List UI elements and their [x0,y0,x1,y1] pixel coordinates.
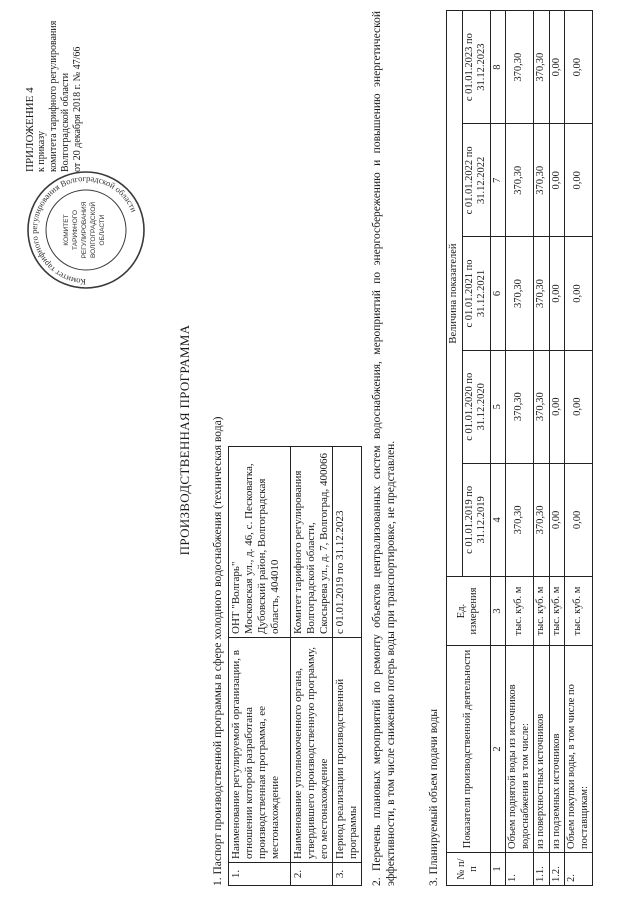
row-value [333,447,362,638]
col-header-num: № п/п [447,853,491,886]
section3-heading: 3. Планируемый объем подачи воды [428,708,440,886]
col-header-period: с 01.01.2022 по 31.12.2022 [462,124,490,237]
value-line: Дубовский район, Волгоградская область, 404010 [256,478,281,634]
row-number: 1.1. [534,853,550,886]
row-value: 0,00 [549,124,565,237]
row-value: 0,00 [549,11,565,124]
row-value: 370,30 [506,350,534,463]
col-number: 2 [490,646,506,853]
row-name: из поверхностных источников [534,646,550,853]
col-number: 7 [490,124,506,237]
col-number-row [490,11,506,886]
row-value: 370,30 [534,350,550,463]
water-volume-table [446,10,593,886]
row-name: Объем покупки воды, в том числе по поставщикам: [565,646,593,853]
row-number: 1.2. [549,853,565,886]
appendix-label: ПРИЛОЖЕНИЕ 4 [24,87,36,172]
col-header-unit: Ед. измерения [447,577,491,646]
header-row [447,11,463,886]
value-line: ОНТ "Волгарь" [230,561,242,634]
table-row [549,11,565,886]
row-value: 0,00 [549,463,565,576]
svg-text:ВОЛГОГРАДСКОЙ: ВОЛГОГРАДСКОЙ [90,201,97,259]
order-line-3: Волгоградской области [60,72,71,172]
order-line-2: комитета тарифного регулирования [48,20,59,172]
row-number: 1. [506,853,534,886]
row-value: 370,30 [534,463,550,576]
table-row [291,447,333,886]
row-number: 2. [291,863,333,886]
value-line: Московская ул., д. 46, с. Песковатка, [243,463,255,634]
row-value [291,447,333,638]
value-line: Скосырева ул., д. 7, Волгоград, 400066 [318,453,330,634]
row-label: Наименование уполномоченного органа, утвердившего производственную программу, его местонахождение [291,638,333,863]
section1-heading: 1. Паспорт производственной программы в сфере холодного водоснабжения (техническая вода) [212,416,224,886]
row-name: из подземных источников [549,646,565,853]
table-row [333,447,362,886]
rotated-content [18,0,618,890]
col-number: 1 [490,853,506,886]
row-value: 0,00 [565,124,593,237]
col-header-indicator: Показатели производственной деятельности [447,646,491,853]
col-header-period: с 01.01.2021 по 31.12.2021 [462,237,490,350]
value-line: с 01.01.2019 по 31.12.2023 [334,510,346,634]
col-header-group: Величина показателей [447,11,463,577]
row-value [229,447,291,638]
col-header-period: с 01.01.2019 по 31.12.2019 [462,463,490,576]
row-number: 2. [565,853,593,886]
row-value: 0,00 [565,350,593,463]
col-number: 4 [490,463,506,576]
col-number: 3 [490,577,506,646]
col-header-period: с 01.01.2023 по 31.12.2023 [462,11,490,124]
row-value: 370,30 [506,11,534,124]
col-number: 6 [490,237,506,350]
row-label: Наименование регулируемой организации, в отношении которой разработана производственная программа, ее местонахождение [229,638,291,863]
svg-text:РЕГУЛИРОВАНИЯ: РЕГУЛИРОВАНИЯ [81,201,88,259]
col-number: 5 [490,350,506,463]
row-value: 370,30 [506,237,534,350]
svg-text:Комитет тарифного регулировани: Комитет тарифного регулирования Волгоградской области [28,172,140,288]
row-value: 370,30 [534,11,550,124]
table-row [534,11,550,886]
row-value: 370,30 [534,124,550,237]
row-value: 0,00 [565,11,593,124]
row-label: Период реализации производственной программы [333,638,362,863]
row-value: 0,00 [565,463,593,576]
row-unit: тыс. куб. м [534,577,550,646]
row-name: Объем поднятой воды из источников водоснабжения в том числе: [506,646,534,853]
page-title: ПРОИЗВОДСТВЕННАЯ ПРОГРАММА [177,324,192,556]
table-row [506,11,534,886]
row-number: 1. [229,863,291,886]
row-value: 0,00 [549,237,565,350]
row-value: 0,00 [565,237,593,350]
svg-text:ТАРИФНОГО: ТАРИФНОГО [72,210,79,250]
table-row [229,447,291,886]
passport-table [228,446,362,886]
appendix-header [24,0,84,172]
row-value: 370,30 [534,237,550,350]
order-line-1: к приказу [36,131,47,172]
row-value: 0,00 [549,350,565,463]
row-value: 370,30 [506,463,534,576]
svg-text:ОБЛАСТИ: ОБЛАСТИ [99,214,106,246]
row-number: 3. [333,863,362,886]
value-line: Комитет тарифного регулирования Волгоградской области, [292,470,317,634]
row-unit: тыс. куб. м [565,577,593,646]
order-line-4: от 20 декабря 2018 г. № 47/66 [72,46,83,172]
row-unit: тыс. куб. м [549,577,565,646]
official-stamp [24,168,148,292]
table-row [565,11,593,886]
col-header-period: с 01.01.2020 по 31.12.2020 [462,350,490,463]
stamp-seal-icon [24,168,148,292]
row-unit: тыс. куб. м [506,577,534,646]
svg-text:КОМИТЕТ: КОМИТЕТ [63,214,70,246]
col-number: 8 [490,11,506,124]
section2-text: 2. Перечень плановых мероприятий по ремонту объектов централизованных систем водоснабжения, мероприятий по энергосбережению и повышению энергетической эффективности, в том числе снижению потерь воды при транспортировке, не представлен. [371,11,397,886]
row-value: 370,30 [506,124,534,237]
